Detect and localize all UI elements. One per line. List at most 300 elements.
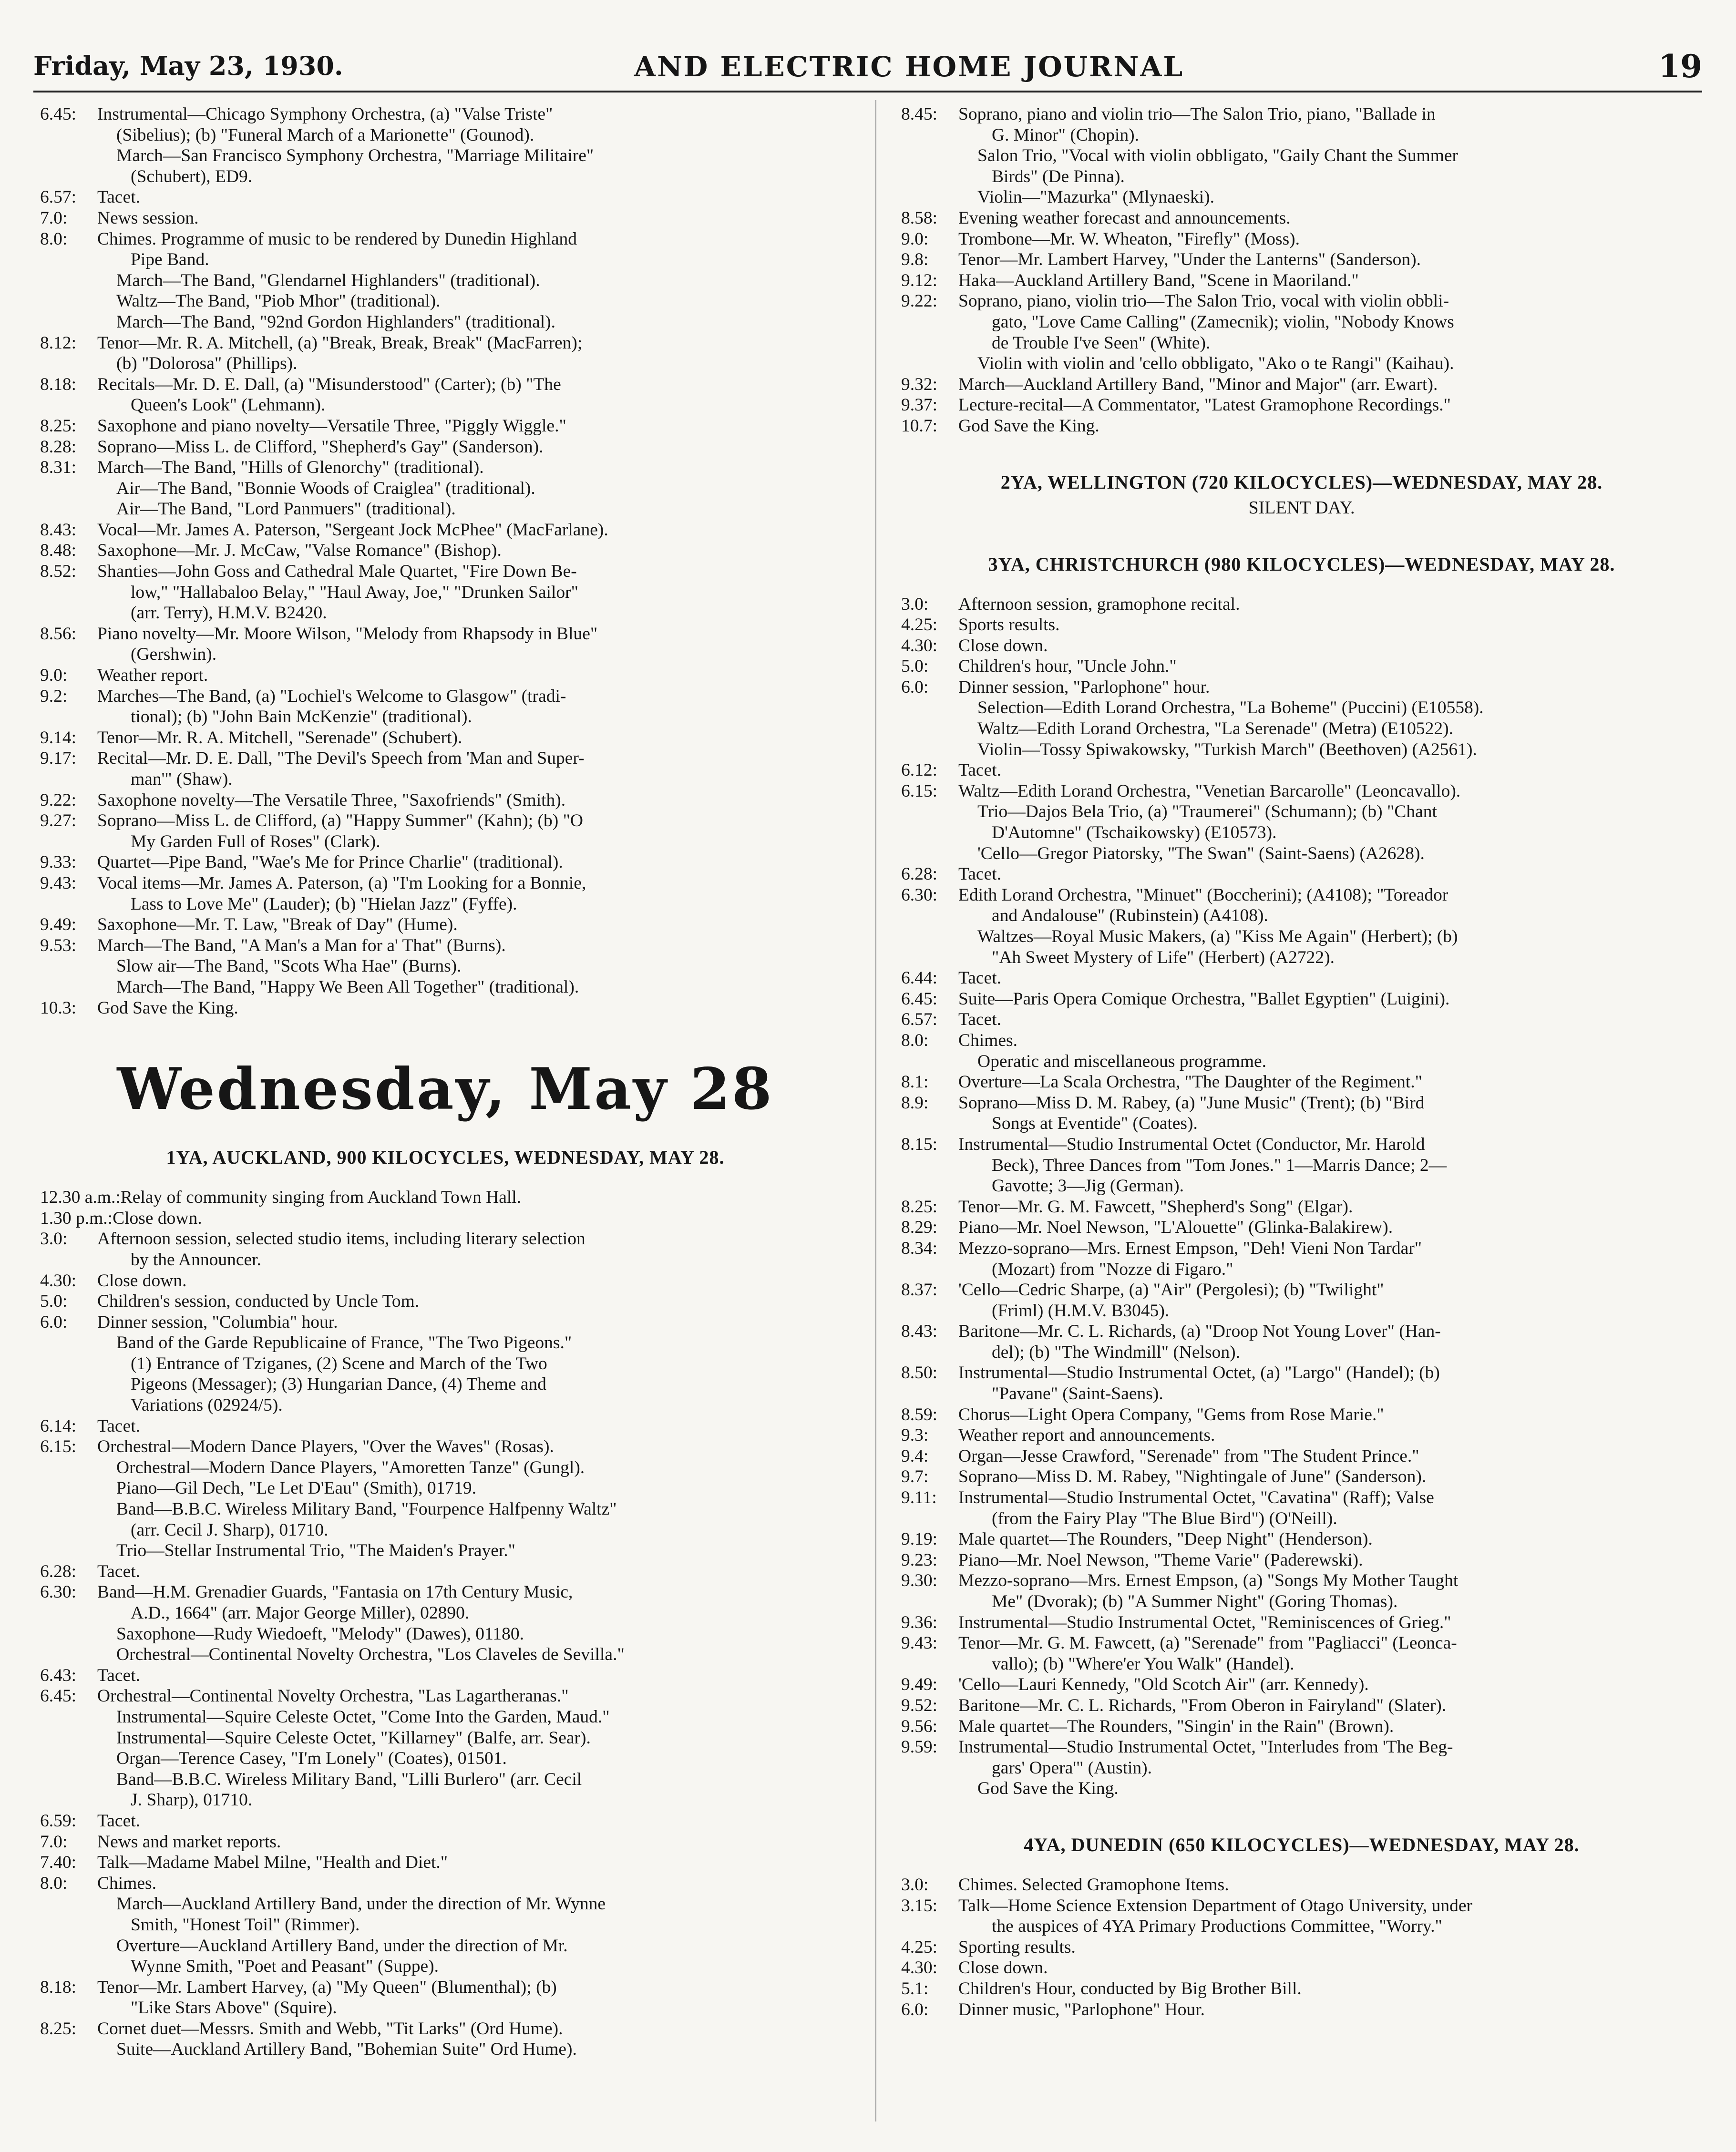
programme-text: Tacet.: [958, 968, 1002, 988]
programme-text: Chimes.: [97, 1873, 156, 1893]
programme-text: Piano novelty—Mr. Moore Wilson, "Melody from Rhapsody in Blue": [97, 624, 598, 644]
programme-text: D'Automne" (Tschaikowsky) (E10573).: [992, 823, 1277, 843]
day-heading: Wednesday, May 28: [117, 1056, 774, 1123]
programme-text: March—The Band, "92nd Gordon Highlanders" (traditional).: [116, 312, 556, 332]
programme-time: 9.43:: [40, 873, 77, 893]
programme-time: 8.25:: [40, 416, 77, 436]
programme-line: [40, 1582, 851, 1603]
programme-time: 5.0:: [901, 656, 929, 676]
programme-text: Tacet.: [958, 760, 1002, 780]
programme-time: 8.34:: [901, 1238, 938, 1258]
programme-text: Organ—Terence Casey, "I'm Lonely" (Coates), 01501.: [116, 1749, 507, 1769]
programme-time: 8.29:: [901, 1218, 938, 1238]
programme-time: 3.0:: [40, 1229, 68, 1249]
programme-time: 8.18:: [40, 1977, 77, 1997]
programme-line: [901, 1737, 1702, 1758]
programme-line: [40, 852, 851, 873]
programme-text: Piano—Gil Dech, "Le Let D'Eau" (Smith), 01719.: [116, 1478, 476, 1498]
programme-time: 6.57:: [901, 1010, 938, 1030]
programme-time: 8.52:: [40, 562, 77, 582]
programme-time: 3.0:: [901, 1875, 929, 1895]
programme-line: [901, 1383, 1702, 1404]
programme-time: 6.45:: [40, 1686, 77, 1706]
programme-text: Violin with violin and 'cello obbligato, "Ako o te Rangi" (Kaihau).: [977, 354, 1454, 374]
programme-time: 8.43:: [901, 1322, 938, 1342]
programme-text: March—The Band, "Glendarnel Highlanders" (traditional).: [116, 270, 540, 290]
programme-text: Salon Trio, "Vocal with violin obbligato, "Gaily Chant the Summer: [977, 146, 1459, 166]
programme-time: 8.1:: [901, 1072, 929, 1092]
programme-time: 4.25:: [901, 615, 938, 635]
programme-text: Waltz—The Band, "Piob Mhor" (traditional).: [116, 291, 441, 311]
programme-text: 'Cello—Cedric Sharpe, (a) "Air" (Pergolesi); (b) "Twilight": [958, 1280, 1384, 1300]
programme-time: 6.30:: [40, 1582, 77, 1602]
programme-line: [40, 1956, 851, 1977]
programme-time: 8.12:: [40, 333, 77, 353]
programme-time: 6.15:: [901, 781, 938, 801]
programme-line: [901, 1508, 1702, 1529]
programme-line: [40, 1374, 851, 1395]
programme-text: vallo); (b) "Where'er You Walk" (Handel).: [992, 1654, 1294, 1674]
programme-line: [901, 1978, 1702, 1999]
programme-text: Weather report and announcements.: [958, 1425, 1215, 1445]
programme-line: [901, 1778, 1702, 1799]
programme-line: [901, 1093, 1702, 1114]
programme-text: Air—The Band, "Lord Panmuers" (traditional).: [116, 499, 456, 519]
programme-time: 7.0:: [40, 1832, 68, 1852]
programme-text: Instrumental—Chicago Symphony Orchestra, (a) "Valse Triste": [97, 104, 553, 124]
programme-time: 6.0:: [901, 1999, 929, 2019]
programme-line: [901, 822, 1702, 843]
programme-time: 9.14:: [40, 728, 77, 748]
programme-text: Instrumental—Studio Instrumental Octet (Conductor, Mr. Harold: [958, 1134, 1425, 1154]
programme-line: [901, 1176, 1702, 1197]
programme-time: 9.23:: [901, 1550, 938, 1570]
programme-line: [40, 1977, 851, 1998]
programme-text: Violin—Tossy Spiwakowsky, "Turkish March" (Beethoven) (A2561).: [977, 739, 1477, 759]
programme-time: 9.32:: [901, 374, 938, 394]
programme-text: Variations (02924/5).: [131, 1395, 283, 1415]
programme-line: [40, 353, 851, 374]
programme-text: del); (b) "The Windmill" (Nelson).: [992, 1342, 1241, 1362]
programme-line: [40, 914, 851, 935]
programme-text: News session.: [97, 208, 199, 228]
programme-line: [901, 1217, 1702, 1238]
programme-time: 9.27:: [40, 811, 77, 831]
programme-time: 8.58:: [901, 208, 938, 228]
programme-line: [901, 1446, 1702, 1467]
programme-line: [901, 1342, 1702, 1363]
programme-time: 8.0:: [40, 1873, 68, 1893]
programme-text: the auspices of 4YA Primary Productions Committee, "Worry.": [992, 1916, 1442, 1937]
programme-text: Chorus—Light Opera Company, "Gems from Rose Marie.": [958, 1404, 1384, 1424]
programme-text: (arr. Cecil J. Sharp), 01710.: [131, 1520, 329, 1540]
programme-line: [901, 656, 1702, 677]
programme-line: [901, 104, 1702, 125]
programme-line: [901, 1404, 1702, 1425]
programme-time: 8.25:: [40, 2019, 77, 2039]
programme-line: [40, 707, 851, 728]
programme-text: Gavotte; 3—Jig (German).: [992, 1176, 1184, 1196]
programme-time: 8.15:: [901, 1134, 938, 1154]
programme-text: Band—B.B.C. Wireless Military Band, "Lilli Burlero" (arr. Cecil: [116, 1769, 582, 1789]
programme-text: Operatic and miscellaneous programme.: [977, 1051, 1267, 1071]
programme-time: 12.30 a.m.:: [40, 1188, 121, 1208]
programme-time: 6.44:: [901, 968, 938, 988]
programme-text: Close down.: [958, 1958, 1048, 1978]
programme-line: [901, 1197, 1702, 1218]
programme-text: Tacet.: [97, 1416, 141, 1436]
programme-line: [40, 1644, 851, 1665]
programme-line: [40, 894, 851, 915]
programme-text: Tacet.: [97, 1665, 141, 1685]
programme-line: [901, 1916, 1702, 1937]
programme-line: [901, 1570, 1702, 1591]
programme-line: [901, 312, 1702, 333]
programme-line: [40, 790, 851, 811]
programme-text: Instrumental—Studio Instrumental Octet, (a) "Largo" (Handel); (b): [958, 1363, 1440, 1383]
programme-text: "Ah Sweet Mystery of Life" (Herbert) (A2722).: [992, 947, 1335, 967]
page-number: 19: [1658, 48, 1702, 85]
programme-text: Sporting results.: [958, 1937, 1076, 1957]
programme-line: [40, 1686, 851, 1707]
programme-text: Cornet duet—Messrs. Smith and Webb, "Tit Larks" (Ord Hume).: [97, 2019, 563, 2039]
programme-text: Songs at Eventide" (Coates).: [992, 1114, 1198, 1134]
programme-text: March—San Francisco Symphony Orchestra, "Marriage Militaire": [116, 146, 594, 166]
auckland-programme-continued: [901, 104, 1702, 437]
programme-text: Waltzes—Royal Music Makers, (a) "Kiss Me Again" (Herbert); (b): [977, 927, 1458, 946]
programme-text: My Garden Full of Roses" (Clark).: [131, 831, 380, 851]
programme-text: Soprano—Miss L. de Clifford, "Shepherd's Gay" (Sanderson).: [97, 437, 544, 457]
programme-text: 'Cello—Lauri Kennedy, "Old Scotch Air" (arr. Kennedy).: [958, 1675, 1369, 1695]
programme-text: Soprano—Miss D. M. Rabey, (a) "June Music" (Trent); (b) "Bird: [958, 1093, 1425, 1113]
programme-time: 9.19:: [901, 1529, 938, 1549]
programme-line: [40, 2019, 851, 2039]
programme-time: 8.50:: [901, 1363, 938, 1383]
programme-text: Pipe Band.: [131, 250, 209, 270]
programme-line: [901, 1280, 1702, 1301]
programme-line: [901, 1363, 1702, 1383]
programme-line: [901, 1030, 1702, 1051]
christchurch-programme: [901, 594, 1702, 1799]
programme-line: [40, 1832, 851, 1853]
programme-text: Afternoon session, gramophone recital.: [958, 594, 1240, 614]
programme-text: Soprano, piano, violin trio—The Salon Trio, vocal with violin obbli-: [958, 291, 1449, 311]
programme-line: [40, 104, 851, 125]
programme-line: [40, 1436, 851, 1457]
dunedin-programme: [901, 1875, 1702, 2020]
programme-line: [901, 1466, 1702, 1487]
programme-time: 6.12:: [901, 760, 938, 780]
programme-text: Baritone—Mr. C. L. Richards, "From Oberon in Fairyland" (Slater).: [958, 1695, 1447, 1715]
programme-text: God Save the King.: [97, 998, 238, 1018]
programme-text: (Friml) (H.M.V. B3045).: [992, 1301, 1170, 1321]
programme-time: 7.0:: [40, 208, 68, 228]
programme-line: [40, 624, 851, 645]
programme-text: (from the Fairy Play "The Blue Bird") (O'Neill).: [992, 1508, 1337, 1528]
programme-line: [40, 1457, 851, 1478]
programme-time: 9.36:: [901, 1612, 938, 1632]
programme-text: Tenor—Mr. Lambert Harvey, "Under the Lanterns" (Sanderson).: [958, 250, 1421, 270]
programme-line: [40, 1852, 851, 1873]
programme-line: [901, 968, 1702, 989]
programme-text: A.D., 1664" (arr. Major George Miller), 02890.: [131, 1603, 470, 1623]
programme-line: [40, 166, 851, 187]
programme-line: [40, 520, 851, 541]
programme-text: Tenor—Mr. R. A. Mitchell, (a) "Break, Break, Break" (MacFarren);: [97, 333, 583, 353]
programme-text: man'" (Shaw).: [131, 769, 233, 789]
programme-line: [901, 249, 1702, 270]
programme-text: Sports results.: [958, 615, 1060, 635]
programme-line: [40, 1748, 851, 1769]
programme-line: [40, 395, 851, 416]
programme-text: Waltz—Edith Lorand Orchestra, "La Serenade" (Metra) (E10522).: [977, 719, 1454, 739]
programme-text: Trio—Dajos Bela Trio, (a) "Traumerei" (Schumann); (b) "Chant: [977, 802, 1437, 822]
programme-line: [901, 989, 1702, 1010]
programme-line: [40, 998, 851, 1019]
programme-text: Vocal items—Mr. James A. Paterson, (a) "I'm Looking for a Bonnie,: [97, 873, 586, 893]
programme-text: Wynne Smith, "Poet and Peasant" (Suppe).: [131, 1957, 439, 1977]
programme-text: Tenor—Mr. G. M. Fawcett, "Shepherd's Song" (Elgar).: [958, 1197, 1353, 1217]
programme-line: [901, 1238, 1702, 1259]
programme-line: [40, 1395, 851, 1416]
programme-line: [901, 416, 1702, 437]
programme-text: Pigeons (Messager); (3) Hungarian Dance, (4) Theme and: [131, 1374, 546, 1394]
programme-time: 4.25:: [901, 1937, 938, 1957]
programme-line: [40, 1271, 851, 1291]
station-heading-christchurch: 3YA, CHRISTCHURCH (980 KILOCYCLES)—WEDNESDAY, MAY 28.: [988, 553, 1615, 575]
programme-line: [901, 1072, 1702, 1093]
programme-text: G. Minor" (Chopin).: [992, 125, 1140, 145]
programme-line: [40, 1936, 851, 1957]
programme-line: [901, 1113, 1702, 1134]
programme-text: Instrumental—Squire Celeste Octet, "Come Into the Garden, Maud.": [116, 1707, 610, 1727]
programme-line: [901, 1591, 1702, 1612]
programme-text: Chimes. Selected Gramophone Items.: [958, 1875, 1229, 1895]
programme-line: [40, 728, 851, 748]
programme-line: [901, 760, 1702, 781]
programme-line: [901, 718, 1702, 739]
journal-title: AND ELECTRIC HOME JOURNAL: [634, 51, 1184, 83]
programme-text: Overture—La Scala Orchestra, "The Daughter of the Regiment.": [958, 1072, 1422, 1092]
programme-time: 8.18:: [40, 374, 77, 394]
programme-text: Instrumental—Squire Celeste Octet, "Killarney" (Balfe, arr. Sear).: [116, 1728, 591, 1748]
programme-line: [40, 769, 851, 790]
programme-time: 9.0:: [901, 229, 929, 249]
programme-text: Children's hour, "Uncle John.": [958, 656, 1177, 676]
programme-text: March—The Band, "A Man's a Man for a' That" (Burns).: [97, 935, 506, 955]
programme-line: [901, 1758, 1702, 1779]
programme-line: [40, 1520, 851, 1541]
programme-time: 6.59:: [40, 1811, 77, 1831]
programme-text: Suite—Paris Opera Comique Orchestra, "Ballet Egyptien" (Luigini).: [958, 989, 1450, 1009]
programme-text: Shanties—John Goss and Cathedral Male Quartet, "Fire Down Be-: [97, 562, 577, 582]
programme-time: 9.17:: [40, 748, 77, 769]
programme-text: Selection—Edith Lorand Orchestra, "La Boheme" (Puccini) (E10558).: [977, 698, 1484, 718]
programme-text: Chimes.: [958, 1030, 1017, 1050]
programme-time: 9.0:: [40, 666, 68, 686]
programme-line: [901, 1633, 1702, 1654]
programme-line: [40, 540, 851, 561]
programme-line: [40, 312, 851, 333]
programme-time: 6.43:: [40, 1665, 77, 1685]
programme-text: "Like Stars Above" (Squire).: [131, 1998, 337, 2018]
programme-text: News and market reports.: [97, 1832, 281, 1852]
programme-line: [901, 229, 1702, 250]
programme-line: [901, 145, 1702, 166]
programme-line: [40, 478, 851, 499]
programme-time: 9.43:: [901, 1633, 938, 1653]
programme-line: [901, 1155, 1702, 1176]
programme-line: [901, 947, 1702, 968]
programme-text: March—The Band, "Happy We Been All Together" (traditional).: [116, 977, 579, 997]
programme-time: 8.0:: [40, 229, 68, 249]
programme-line: [901, 1937, 1702, 1958]
programme-line: [40, 1229, 851, 1250]
programme-text: 'Cello—Gregor Piatorsky, "The Swan" (Saint-Saens) (A2628).: [977, 843, 1425, 863]
programme-line: [901, 1695, 1702, 1716]
programme-line: [40, 956, 851, 977]
programme-text: Evening weather forecast and announcements.: [958, 208, 1291, 228]
programme-time: 9.22:: [40, 790, 77, 810]
programme-line: [901, 594, 1702, 615]
programme-line: [40, 1540, 851, 1561]
programme-time: 8.56:: [40, 624, 77, 644]
programme-line: [40, 665, 851, 686]
programme-time: 5.1:: [901, 1978, 929, 1998]
programme-text: March—Auckland Artillery Band, under the direction of Mr. Wynne: [116, 1894, 606, 1914]
programme-text: Orchestral—Modern Dance Players, "Amoretten Tanze" (Gungl).: [116, 1457, 585, 1477]
programme-line: [40, 291, 851, 312]
programme-text: Close down.: [958, 635, 1048, 656]
programme-time: 8.48:: [40, 541, 77, 561]
programme-time: 9.7:: [901, 1467, 929, 1487]
programme-line: [40, 977, 851, 998]
programme-time: 9.30:: [901, 1571, 938, 1591]
programme-time: 8.43:: [40, 520, 77, 540]
programme-line: [40, 1250, 851, 1271]
programme-line: [901, 1674, 1702, 1695]
programme-line: [40, 125, 851, 146]
programme-time: 4.30:: [40, 1271, 77, 1291]
programme-line: [40, 437, 851, 458]
programme-text: low," "Hallabaloo Belay," "Haul Away, Joe," "Drunken Sailor": [131, 582, 578, 602]
right-column: [901, 104, 1702, 2020]
programme-text: Tacet.: [97, 187, 141, 207]
programme-line: [40, 1998, 851, 2019]
programme-text: (1) Entrance of Tziganes, (2) Scene and March of the Two: [131, 1353, 547, 1373]
programme-text: Waltz—Edith Lorand Orchestra, "Venetian Barcarolle" (Leoncavallo).: [958, 781, 1461, 801]
programme-line: [40, 810, 851, 831]
programme-line: [40, 457, 851, 478]
programme-text: Haka—Auckland Artillery Band, "Scene in Maoriland.": [958, 270, 1359, 290]
silent-day-note: SILENT DAY.: [1248, 497, 1355, 518]
programme-line: [901, 1612, 1702, 1633]
programme-text: Saxophone—Mr. J. McCaw, "Valse Romance" (Bishop).: [97, 541, 502, 561]
programme-line: [901, 1529, 1702, 1550]
programme-time: 4.30:: [901, 1958, 938, 1978]
programme-line: [901, 1654, 1702, 1675]
programme-text: Talk—Home Science Extension Department of Otago University, under: [958, 1896, 1472, 1916]
programme-time: 9.53:: [40, 935, 77, 955]
issue-date: Friday, May 23, 1930.: [33, 51, 343, 81]
programme-time: 8.45:: [901, 104, 938, 124]
programme-time: 9.8:: [901, 250, 929, 270]
programme-line: [901, 843, 1702, 864]
programme-text: Smith, "Honest Toil" (Rimmer).: [131, 1915, 360, 1935]
programme-text: Orchestral—Modern Dance Players, "Over the Waves" (Rosas).: [97, 1437, 554, 1457]
programme-text: gars' Opera'" (Austin).: [992, 1758, 1152, 1778]
programme-time: 4.30:: [901, 635, 938, 656]
programme-line: [901, 1487, 1702, 1508]
programme-line: [40, 1416, 851, 1437]
programme-line: [40, 499, 851, 520]
programme-line: [40, 686, 851, 707]
programme-time: 9.56:: [901, 1716, 938, 1736]
programme-time: 6.0:: [40, 1312, 68, 1332]
programme-text: Piano—Mr. Noel Newson, "L'Alouette" (Glinka-Balakirew).: [958, 1218, 1393, 1238]
programme-text: (Sibelius); (b) "Funeral March of a Marionette" (Gounod).: [116, 125, 534, 145]
programme-text: Saxophone—Rudy Wiedoeft, "Melody" (Dawes), 01180.: [116, 1624, 524, 1644]
programme-line: [40, 582, 851, 603]
programme-text: Trombone—Mr. W. Wheaton, "Firefly" (Moss).: [958, 229, 1300, 249]
programme-line: [40, 1894, 851, 1915]
programme-line: [901, 1999, 1702, 2020]
programme-text: Close down.: [97, 1271, 187, 1291]
column-divider: [875, 100, 876, 2121]
programme-line: [40, 1312, 851, 1333]
programme-text: Children's session, conducted by Uncle Tom.: [97, 1291, 420, 1312]
programme-time: 10.7:: [901, 416, 938, 436]
programme-text: Marches—The Band, (a) "Lochiel's Welcome to Glasgow" (tradi-: [97, 686, 566, 706]
programme-line: [40, 644, 851, 665]
programme-text: by the Announcer.: [131, 1250, 261, 1270]
programme-text: Slow air—The Band, "Scots Wha Hae" (Burns).: [116, 956, 462, 976]
programme-time: 6.30:: [901, 885, 938, 905]
programme-time: 9.33:: [40, 852, 77, 872]
programme-time: 6.15:: [40, 1437, 77, 1457]
programme-text: Beck), Three Dances from "Tom Jones." 1—Marris Dance; 2—: [992, 1155, 1447, 1175]
programme-text: Birds" (De Pinna).: [992, 166, 1125, 186]
programme-time: 9.4:: [901, 1446, 929, 1466]
programme-text: Saxophone novelty—The Versatile Three, "Saxofriends" (Smith).: [97, 790, 566, 810]
programme-line: [40, 1915, 851, 1936]
programme-text: Lass to Love Me" (Lauder); (b) "Hielan Jazz" (Fyffe).: [131, 894, 517, 914]
programme-text: Tenor—Mr. G. M. Fawcett, (a) "Serenade" from "Pagliacci" (Leonca-: [958, 1633, 1457, 1653]
programme-line: [40, 229, 851, 250]
programme-line: [901, 801, 1702, 822]
programme-text: "Pavane" (Saint-Saens).: [992, 1384, 1163, 1404]
programme-text: Violin—"Mazurka" (Mlynaeski).: [977, 187, 1215, 207]
programme-time: 7.40:: [40, 1853, 77, 1873]
programme-line: [40, 1332, 851, 1353]
programme-line: [901, 1301, 1702, 1322]
programme-line: [40, 2039, 851, 2060]
programme-line: [40, 270, 851, 291]
programme-line: [901, 1716, 1702, 1737]
programme-line: [901, 905, 1702, 926]
page-header: [33, 48, 1702, 92]
programme-line: [901, 208, 1702, 229]
programme-text: Band of the Garde Republicaine of France, "The Two Pigeons.": [116, 1333, 572, 1353]
programme-text: Relay of community singing from Auckland Town Hall.: [120, 1188, 522, 1208]
programme-text: (b) "Dolorosa" (Phillips).: [116, 354, 298, 374]
programme-time: 8.31:: [40, 458, 77, 478]
programme-line: [40, 1353, 851, 1374]
programme-text: gato, "Love Came Calling" (Zamecnik); violin, "Nobody Knows: [992, 312, 1454, 332]
programme-text: Chimes. Programme of music to be rendered by Dunedin Highland: [97, 229, 577, 249]
programme-time: 9.49:: [901, 1675, 938, 1695]
programme-time: 5.0:: [40, 1291, 68, 1312]
